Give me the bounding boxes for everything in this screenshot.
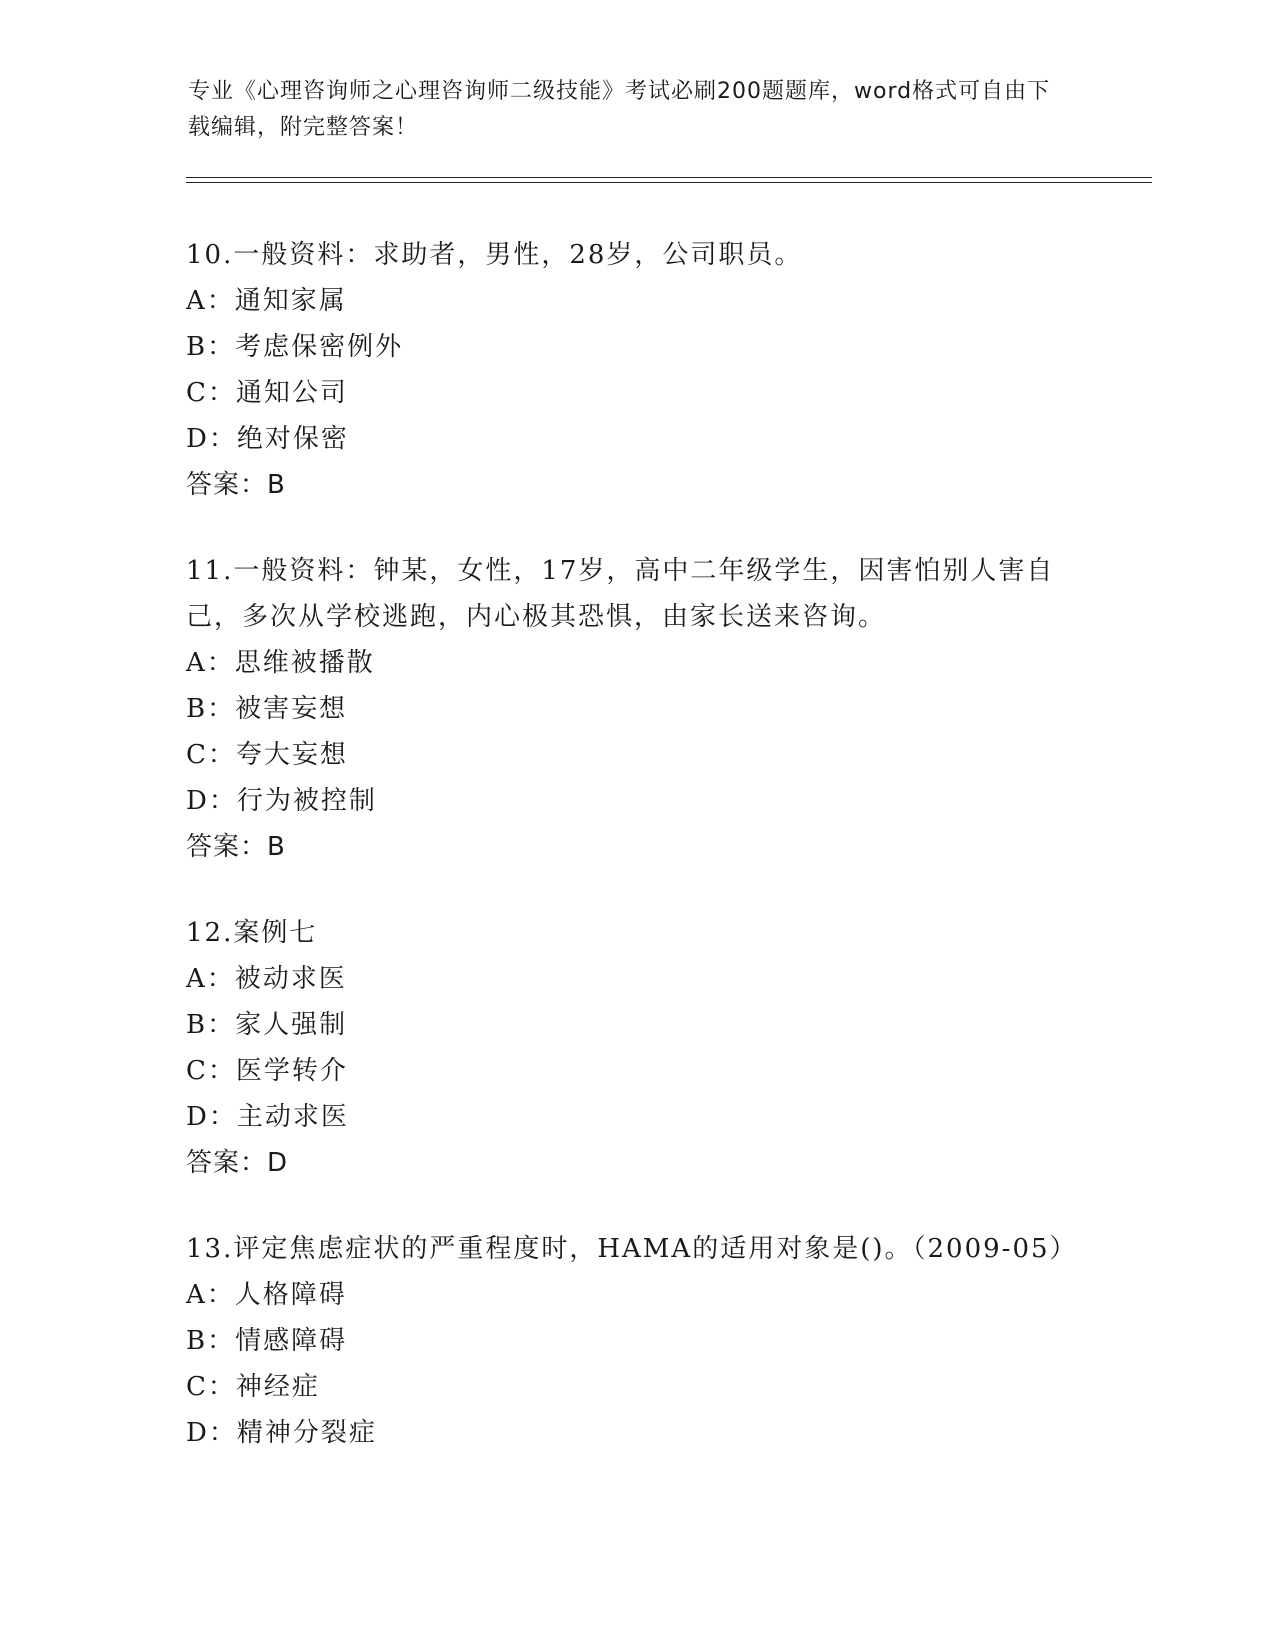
- option-a: A：思维被播散: [186, 648, 375, 678]
- option-b: B：被害妄想: [186, 694, 348, 724]
- option-c: C：夸大妄想: [186, 740, 348, 770]
- answer-line: 答案：B: [186, 470, 286, 500]
- question-stem: 13.评定焦虑症状的严重程度时，HAMA的适用对象是()。（2009-05）: [186, 1234, 1078, 1264]
- option-c: C：医学转介: [186, 1056, 348, 1086]
- option-b: B：考虑保密例外: [186, 332, 404, 362]
- header-divider-bottom: [186, 182, 1152, 183]
- question-10: [186, 232, 1086, 508]
- answer-line: 答案：D: [186, 1148, 289, 1178]
- option-a: A：被动求医: [186, 964, 347, 994]
- option-c: C：神经症: [186, 1372, 320, 1402]
- option-d: D：主动求医: [186, 1102, 349, 1132]
- header-divider-top: [186, 177, 1152, 178]
- option-c: C：通知公司: [186, 378, 348, 408]
- question-12: [186, 910, 1086, 1186]
- answer-line: 答案：B: [186, 832, 286, 862]
- option-b: B：情感障碍: [186, 1326, 348, 1356]
- question-11: [186, 548, 1086, 870]
- question-stem: 11.一般资料：钟某，女性，17岁，高中二年级学生，因害怕别人害自己，多次从学校逃跑，内心极其恐惧，由家长送来咨询。: [186, 556, 1055, 632]
- question-stem: 12.案例七: [186, 918, 318, 948]
- question-13: [186, 1226, 1086, 1456]
- option-d: D：行为被控制: [186, 786, 377, 816]
- option-d: D：绝对保密: [186, 424, 349, 454]
- question-list: [186, 232, 1086, 1496]
- option-a: A：通知家属: [186, 286, 347, 316]
- option-b: B：家人强制: [186, 1010, 348, 1040]
- document-header: 专业《心理咨询师之心理咨询师二级技能》考试必刷200题题库，word格式可自由下载编辑，附完整答案！: [188, 79, 1051, 140]
- question-stem: 10.一般资料：求助者，男性，28岁，公司职员。: [186, 240, 803, 270]
- option-a: A：人格障碍: [186, 1280, 347, 1310]
- option-d: D：精神分裂症: [186, 1418, 377, 1448]
